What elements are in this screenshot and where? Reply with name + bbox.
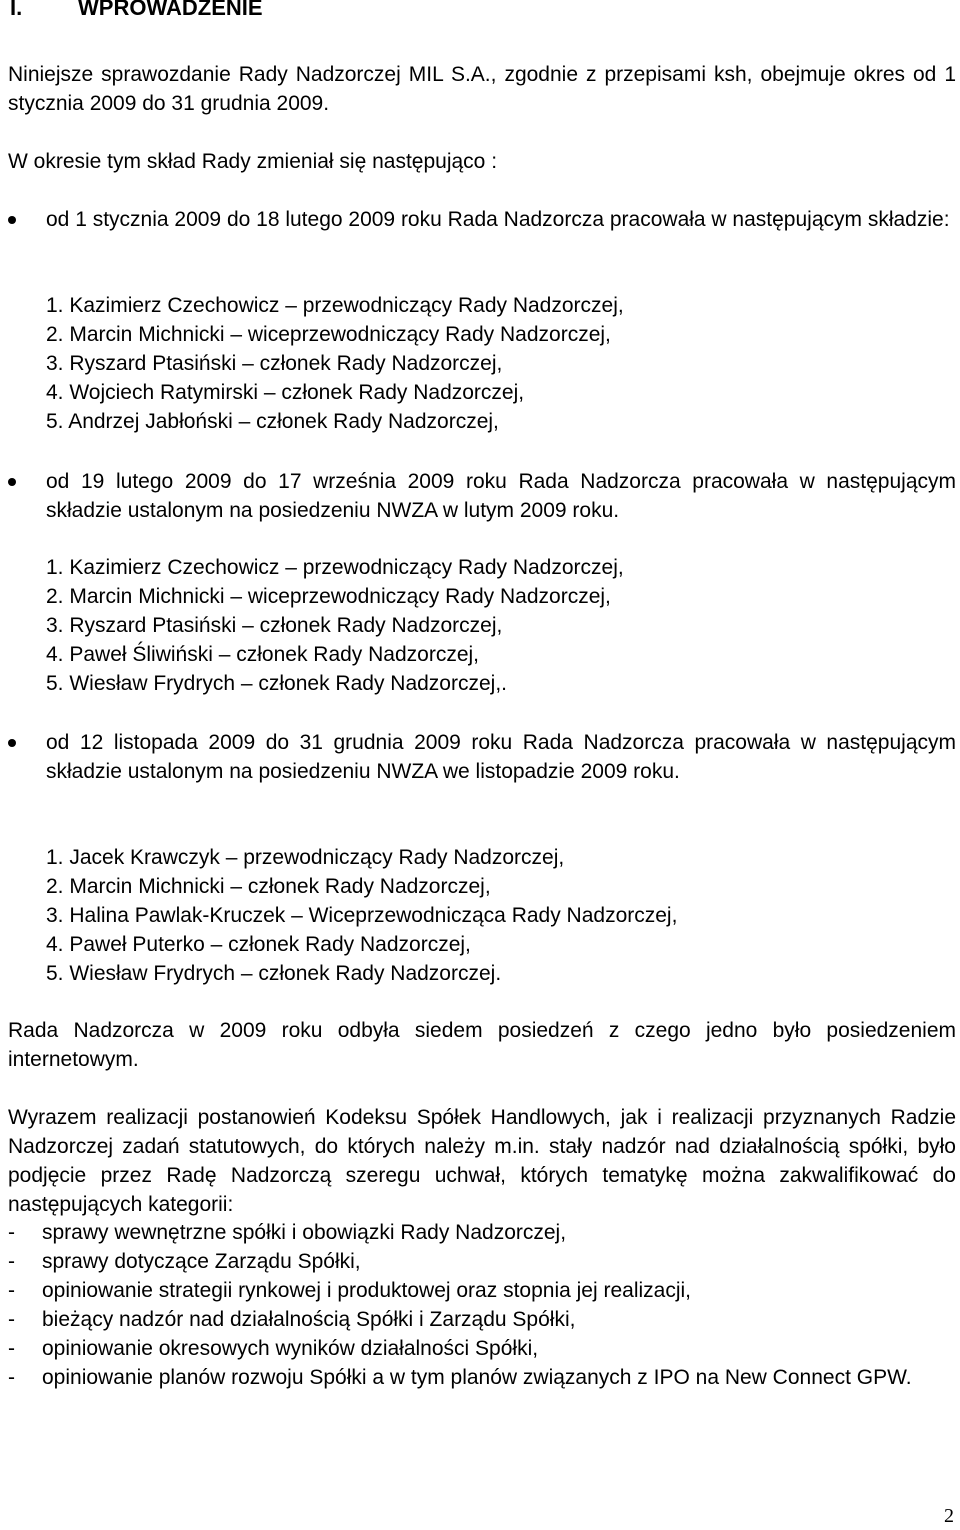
dash-marker: - <box>8 1337 15 1360</box>
member-item: 3. Halina Pawlak-Kruczek – Wiceprzewodnicząca Rady Nadzorczej, <box>46 904 678 927</box>
member-item: 4. Paweł Puterko – członek Rady Nadzorczej, <box>46 933 471 956</box>
period-text: od 1 stycznia 2009 do 18 lutego 2009 roku Rada Nadzorcza pracowała w następującym składzie: <box>46 208 950 231</box>
dash-marker: - <box>8 1308 15 1331</box>
dash-marker: - <box>8 1250 15 1273</box>
member-item: 3. Ryszard Ptasiński – członek Rady Nadzorczej, <box>46 614 503 637</box>
page-number: 2 <box>944 1505 954 1527</box>
member-item: 1. Kazimierz Czechowicz – przewodniczący Rady Nadzorczej, <box>46 556 624 579</box>
member-item: 5. Wiesław Frydrych – członek Rady Nadzorczej,. <box>46 672 507 695</box>
member-list-1 <box>46 291 624 436</box>
category-list <box>0 1218 956 1392</box>
period-text: od 12 listopada 2009 do 31 grudnia 2009 roku Rada Nadzorcza pracowała w następującym składzie ustalonym na posiedzeniu NWZA we listopadzie 2009 roku. <box>46 731 956 783</box>
category-text: opiniowanie strategii rynkowej i produktowej oraz stopnia jej realizacji, <box>42 1279 691 1302</box>
member-item: 5. Andrzej Jabłoński – członek Rady Nadzorczej, <box>46 410 499 433</box>
category-text: opiniowanie okresowych wyników działalności Spółki, <box>42 1337 539 1360</box>
member-item: 2. Marcin Michnicki – członek Rady Nadzorczej, <box>46 875 491 898</box>
category-item <box>0 1334 956 1363</box>
resolutions-intro-paragraph: Wyrazem realizacji postanowień Kodeksu Spółek Handlowych, jak i realizacji przyznanych Radzie Nadzorczej zadań statutowych, do których należy m.in. stały nadzór nad działalnością spółki, było podjęcie przez Radę Nadzorczą szeregu uchwał, których tematykę można zakwalifikować do następujących kategorii: <box>8 1106 956 1216</box>
category-item <box>0 1247 956 1276</box>
changes-intro-paragraph: W okresie tym skład Rady zmieniał się następująco : <box>8 150 498 173</box>
member-item: 3. Ryszard Ptasiński – członek Rady Nadzorczej, <box>46 352 503 375</box>
member-item: 1. Jacek Krawczyk – przewodniczący Rady Nadzorczej, <box>46 846 565 869</box>
category-text: bieżący nadzór nad działalnością Spółki i Zarządu Spółki, <box>42 1308 576 1331</box>
category-text: sprawy wewnętrzne spółki i obowiązki Rady Nadzorczej, <box>42 1221 567 1244</box>
member-item: 4. Wojciech Ratymirski – członek Rady Nadzorczej, <box>46 381 525 404</box>
member-item: 2. Marcin Michnicki – wiceprzewodniczący Rady Nadzorczej, <box>46 585 611 608</box>
dash-marker: - <box>8 1279 15 1302</box>
section-number: I. <box>10 0 23 20</box>
section-title: WPROWADZENIE <box>78 0 263 20</box>
member-list-3 <box>46 843 677 988</box>
section-heading <box>10 0 263 22</box>
dash-marker: - <box>8 1221 15 1244</box>
category-item <box>0 1218 956 1247</box>
bullet-icon <box>8 478 16 486</box>
period-text: od 19 lutego 2009 do 17 września 2009 roku Rada Nadzorcza pracowała w następującym składzie ustalonym na posiedzeniu NWZA w lutym 2009 roku. <box>46 470 956 522</box>
bullet-icon <box>8 216 16 224</box>
category-text: opiniowanie planów rozwoju Spółki a w tym planów związanych z IPO na New Connect GPW. <box>42 1366 912 1389</box>
member-list-2 <box>46 553 624 698</box>
member-item: 1. Kazimierz Czechowicz – przewodniczący Rady Nadzorczej, <box>46 294 624 317</box>
member-item: 5. Wiesław Frydrych – członek Rady Nadzorczej. <box>46 962 502 985</box>
category-text: sprawy dotyczące Zarządu Spółki, <box>42 1250 361 1273</box>
member-item: 4. Paweł Śliwiński – członek Rady Nadzorczej, <box>46 643 480 666</box>
bullet-icon <box>8 739 16 747</box>
dash-marker: - <box>8 1366 15 1389</box>
category-item <box>0 1305 956 1334</box>
member-item: 2. Marcin Michnicki – wiceprzewodniczący Rady Nadzorczej, <box>46 323 611 346</box>
category-item <box>0 1363 956 1392</box>
intro-paragraph: Niniejsze sprawozdanie Rady Nadzorczej MIL S.A., zgodnie z przepisami ksh, obejmuje okres od 1 stycznia 2009 do 31 grudnia 2009. <box>8 63 956 115</box>
category-item <box>0 1276 956 1305</box>
meetings-paragraph: Rada Nadzorcza w 2009 roku odbyła siedem posiedzeń z czego jedno było posiedzeniem internetowym. <box>8 1019 956 1071</box>
